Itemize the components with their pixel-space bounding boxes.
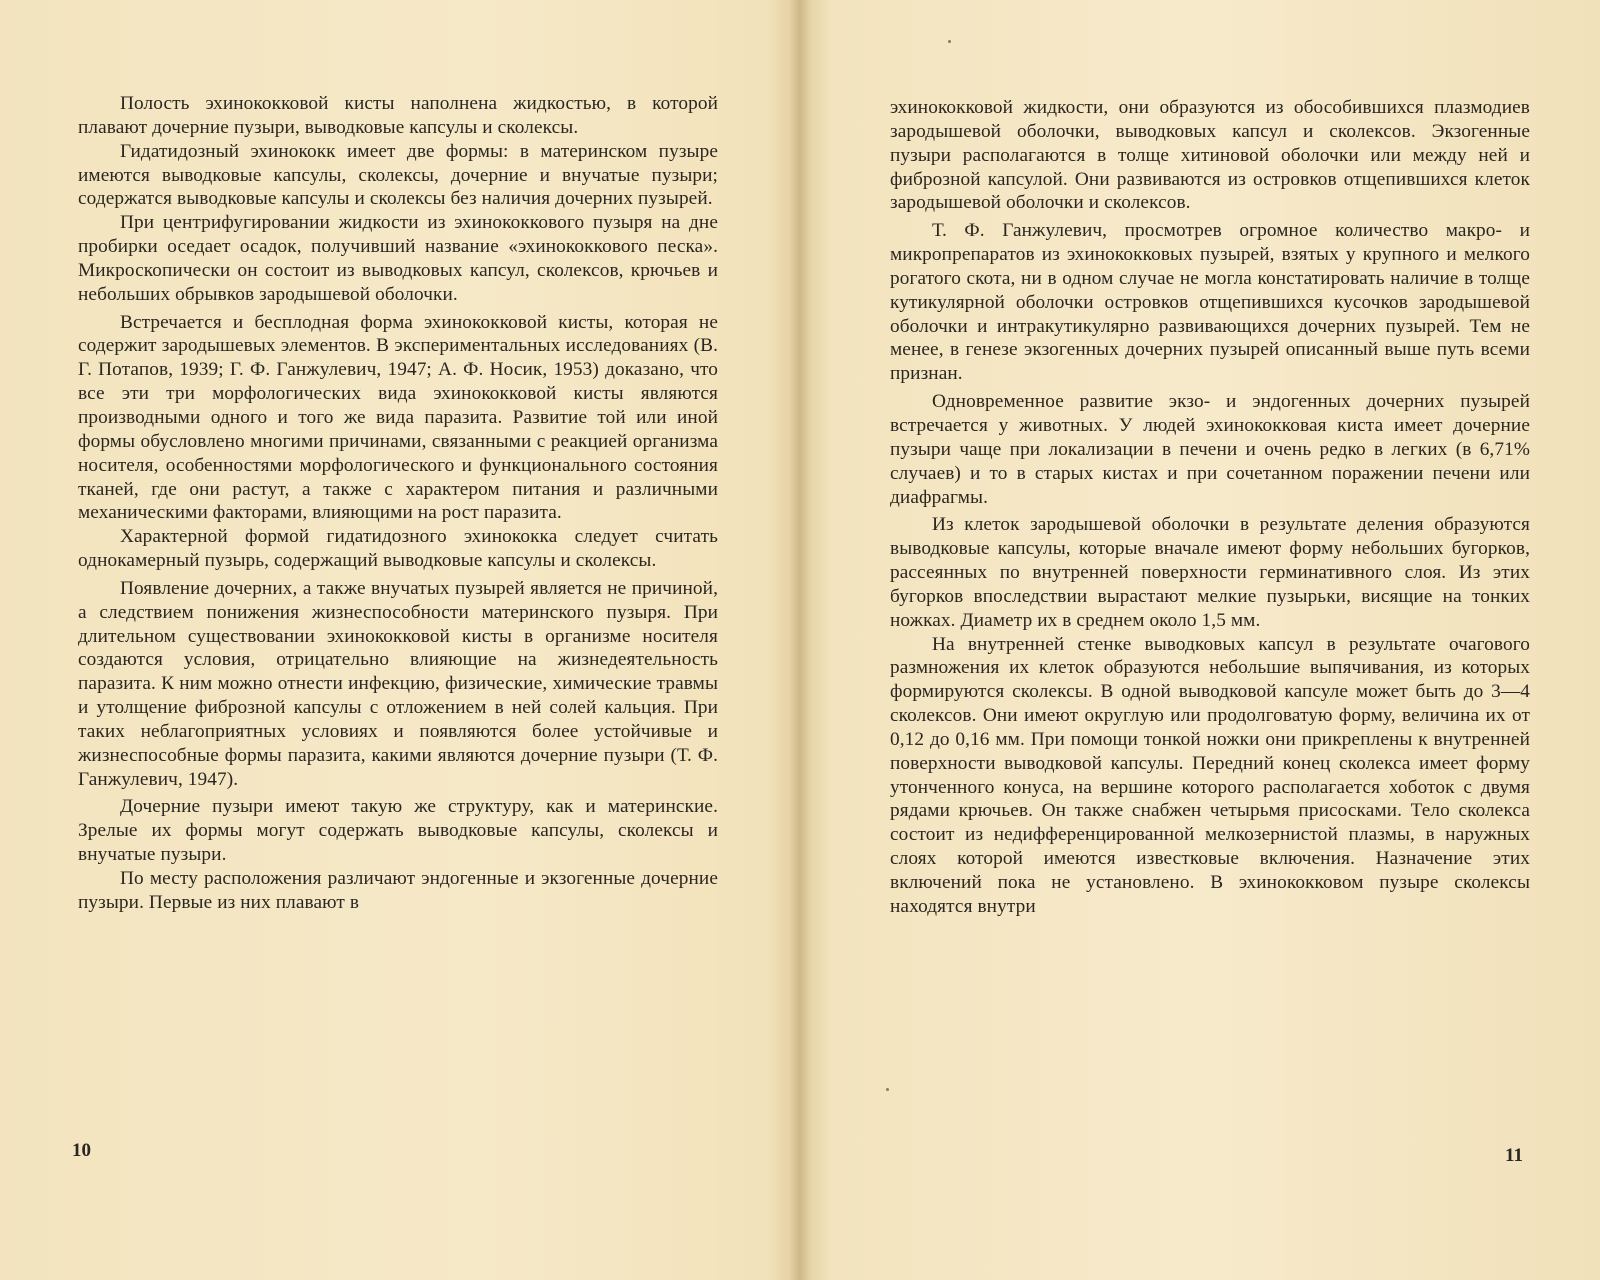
paragraph: Встречается и бесплодная форма эхинококковой кисты, которая не содержит зародышевых элементов. В экспериментальных исследованиях (В. Г. Потапов, 1939; Г. Ф. Ганжулевич, 1947; А. Ф. Носик, 1953) доказано, что все эти три морфологических вида эхинококковой кисты являются производными одного и того же вида паразита. Развитие той или иной формы обусловлено многими причинами, связанными с реакцией организма носителя, особенностями морфологического и функционального состояния тканей, где они растут, а также с характером питания и различными механическими факторами, влияющими на рост паразита. [78,311,718,524]
page-number: 10 [72,1140,91,1161]
paragraph: Появление дочерних, а также внучатых пузырей является не причиной, а следствием понижения жизнеспособности материнского пузыря. При длительном существовании эхинококковой кисты в организме носителя создаются условия, отрицательно влияющие на жизнедеятельность паразита. К ним можно отнести инфекцию, физические, химические травмы и утолщение фиброзной капсулы с отложением в ней солей кальция. При таких неблагоприятных условиях и появляются более устойчивые и жизнеспособные формы паразита, какими являются дочерние пузыри (Т. Ф. Ганжулевич, 1947). [78,577,718,790]
paragraph: По месту расположения различают эндогенные и экзогенные дочерние пузыри. Первые из них плавают в [78,868,718,913]
page-number: 11 [1505,1145,1523,1166]
paragraph: Гидатидозный эхинококк имеет две формы: в материнском пузыре имеются выводковые капсулы, сколексы, дочерние и внучатые пузыри; содержатся выводковые капсулы и сколексы без наличия дочерних пузырей. [78,140,718,210]
paragraph: При центрифугировании жидкости из эхинококкового пузыря на дне пробирки оседает осадок, получивший название «эхинококкового песка». Микроскопически он состоит из выводковых капсул, сколексов, крючьев и небольших обрывков зародышевой оболочки. [78,212,718,305]
right-page-text [890,96,1530,919]
paragraph: Одновременное развитие экзо- и эндогенных дочерних пузырей встречается у животных. У людей эхинококковая киста имеет дочерние пузыри чаще при локализации в печени и очень редко в легких (в 6,71% случаев) и то в старых кистах и при сочетанном поражении печени или диафрагмы. [890,391,1530,508]
paragraph: Из клеток зародышевой оболочки в результате деления образуются выводковые капсулы, которые вначале имеют форму небольших бугорков, рассеянных по внутренней поверхности герминативного слоя. Из этих бугорков впоследствии вырастают мелкие пузырьки, висящие на тонких ножках. Диаметр их в среднем около 1,5 мм. [890,514,1530,631]
paragraph: Т. Ф. Ганжулевич, просмотрев огромное количество макро- и микропрепаратов из эхинококковых пузырей, взятых у крупного и мелкого рогатого скота, ни в одном случае не могла констатировать наличие в толще кутикулярной оболочки островков отщепившихся кусочков зародышевой оболочки и интракутикулярно развивающихся дочерних пузырей. Тем не менее, в генезе экзогенных дочерних пузырей описанный выше путь всеми признан. [890,220,1530,385]
left-page [0,0,790,1280]
paragraph: На внутренней стенке выводковых капсул в результате очагового размножения их клеток образуются небольшие выпячивания, из которых формируются сколексы. В одной выводковой капсуле может быть до 3—4 сколексов. Они имеют округлую или продолговатую форму, величина их от 0,12 до 0,16 мм. При помощи тонкой ножки они прикреплены к внутренней поверхности выводковой капсулы. Передний конец сколекса имеет форму утонченного конуса, на вершине которого располагается хоботок с двумя рядами крючьев. Он также снабжен четырьмя присосками. Тело сколекса состоит из недифференцированной мелкозернистой плазмы, в наружных слоях которой имеются известковые включения. Назначение этих включений пока не установлено. В эхинококковом пузыре сколексы находятся внутри [890,633,1530,917]
paragraph: эхинококковой жидкости, они образуются из обособившихся плазмодиев зародышевой оболочки, выводковых капсул и сколексов. Экзогенные пузыри располагаются в толще хитиновой оболочки или между ней и фиброзной капсулой. Они развиваются из островков отщепившихся клеток зародышевой оболочки и сколексов. [890,97,1530,214]
paragraph: Дочерние пузыри имеют такую же структуру, как и материнские. Зрелые их формы могут содержать выводковые капсулы, сколексы и внучатые пузыри. [78,796,718,866]
paper-speck [948,40,951,43]
paragraph: Характерной формой гидатидозного эхинококка следует считать однокамерный пузырь, содержащий выводковые капсулы и сколексы. [78,526,718,572]
paragraph: Полость эхинококковой кисты наполнена жидкостью, в которой плавают дочерние пузыри, выводковые капсулы и сколексы. [78,93,718,138]
right-page [810,0,1600,1280]
left-page-text [78,92,718,915]
paper-speck [886,1088,889,1091]
